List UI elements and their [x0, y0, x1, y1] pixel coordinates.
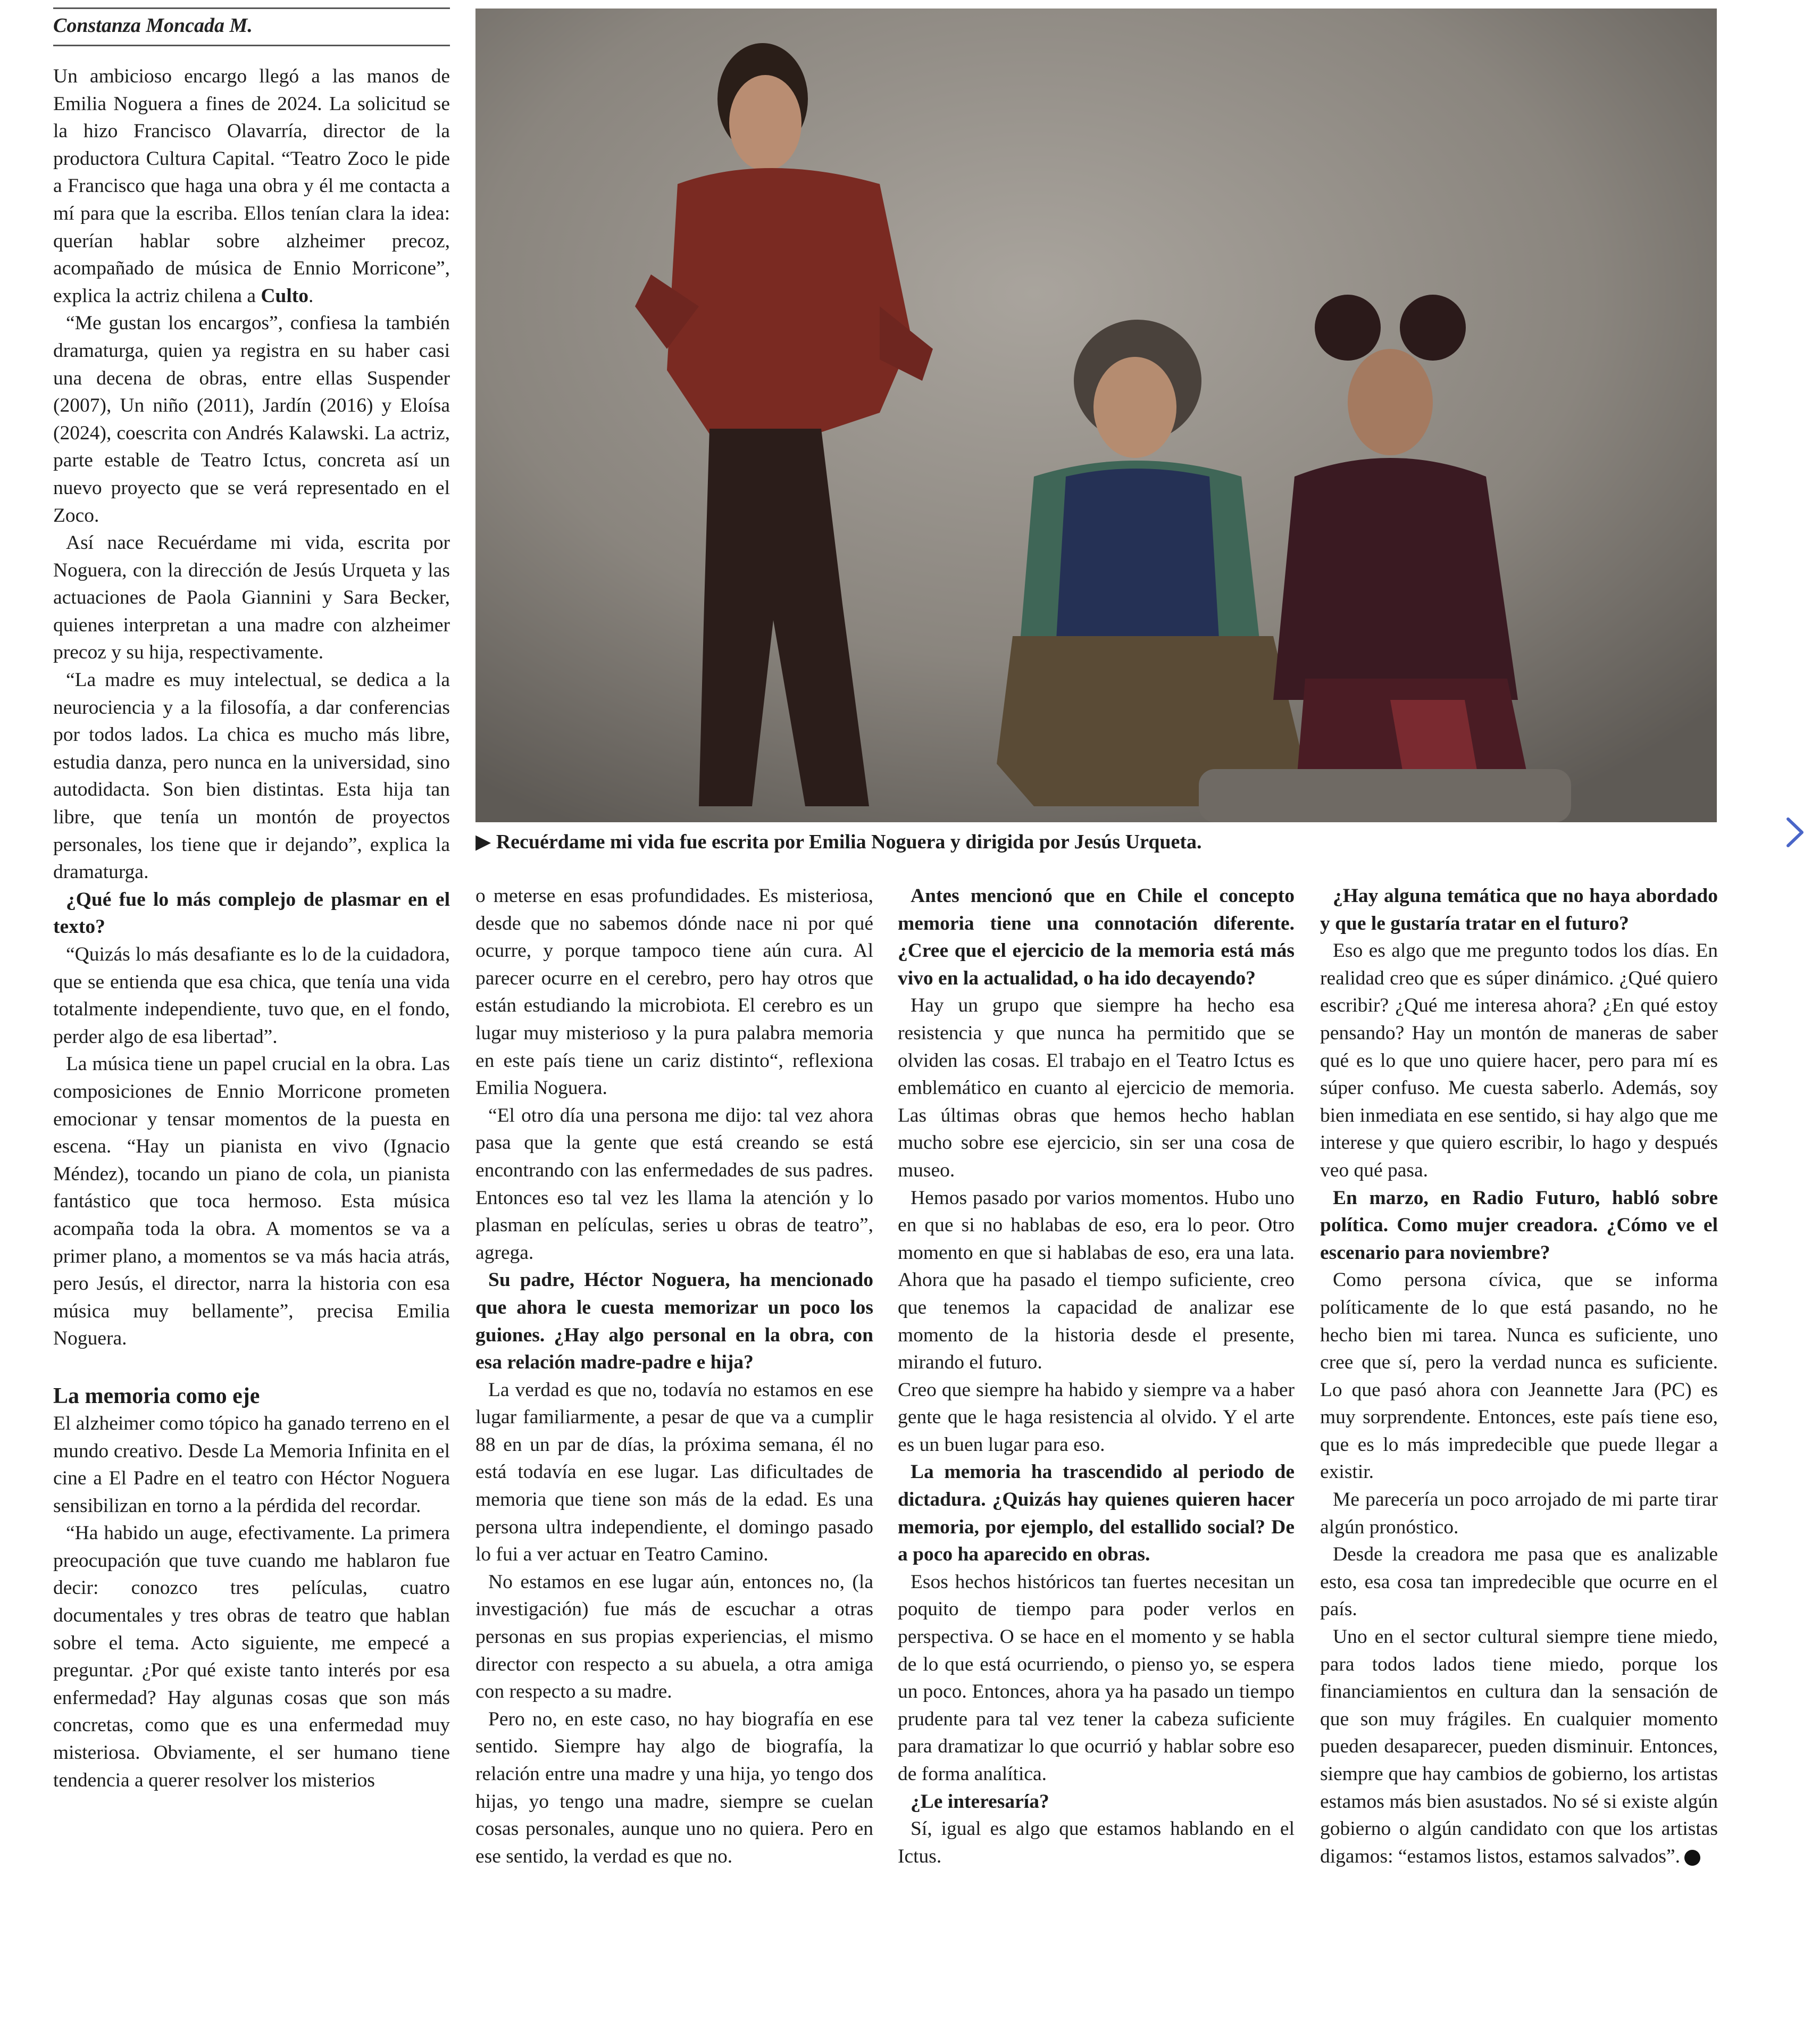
paragraph: Esos hechos históricos tan fuertes necesitan un poquito de tiempo para poder verlos en perspectiva. O se hace en el momento y se habla de lo que está ocurriendo, o pienso yo, se espera un poco. Entonces, ahora ya ha pasado un tiempo prudente para tal vez tener la cabeza suficiente para dramatizar lo que ocurrió y hablar sobre eso de forma analítica. — [898, 1571, 1295, 1785]
paragraph: Hay un grupo que siempre ha hecho esa resistencia y que nunca ha permitido que se olviden las cosas. El trabajo en el Teatro Ictus es emblemático en cuanto al ejercicio de memoria. Las últimas obras que hemos hecho hablan mucho sobre ese ejercicio, sin ser una cosa de museo. — [898, 995, 1295, 1181]
paragraph: o meterse en esas profundidades. Es misteriosa, desde que no sabemos dónde nace ni por qué ocurre, y porque tampoco tiene aún cura. Al parecer ocurre en el cerebro, pero hay otros que están estudiando la microbiota. El cerebro es un lugar muy misterioso y la pura palabra memoria en este país tiene un cariz distinto“, reflexiona Emilia Noguera. — [475, 885, 873, 1099]
paragraph: Pero no, en este caso, no hay biografía en ese sentido. Siempre hay algo de biografía, la relación entre una madre y una hija, yo tengo dos hijas, yo tengo una madre, siempre se cuelan cosas personales, aunque uno no quiera. Pero en ese sentido, la verdad es que no. — [475, 1708, 873, 1867]
paragraph: Sí, igual es algo que estamos hablando en el Ictus. — [898, 1818, 1295, 1867]
interview-question: La memoria ha trascendido al periodo de dictadura. ¿Quizás hay quienes quieren hacer memoria, por ejemplo, del estallido social? De a poco ha aparecido en obras. — [898, 1461, 1295, 1566]
end-mark-icon — [1684, 1850, 1700, 1866]
interview-question: En marzo, en Radio Futuro, habló sobre política. Como mujer creadora. ¿Cómo ve el escenario para noviembre? — [1320, 1187, 1718, 1264]
paragraph: Así nace Recuérdame mi vida, escrita por Noguera, con la dirección de Jesús Urqueta y las actuaciones de Paola Giannini y Sara Becker, quienes interpretan a una madre con alzheimer precoz y su hija, respectivamente. — [53, 532, 450, 664]
article-column-3 — [898, 882, 1295, 1870]
interview-question: Su padre, Héctor Noguera, ha mencionado que ahora le cuesta memorizar un poco los guiones. ¿Hay algo personal en la obra, con esa relación madre-padre e hija? — [475, 1269, 873, 1374]
paragraph: La verdad es que no, todavía no estamos en ese lugar familiarmente, a pesar de que va a cumplir 88 en un par de días, la próxima semana, él no está todavía en ese lugar. Las dificultades de memoria que tiene son más de la edad. Es una persona ultra independiente, el domingo pasado lo fui a ver actuar en Teatro Camino. — [475, 1379, 873, 1566]
paragraph: Como persona cívica, que se informa políticamente de lo que está pasando, no he hecho bien mi tarea. Nunca es suficiente, uno cree que sí, pero la verdad nunca es suficiente. Lo que pasó ahora con Jeannette Jara (PC) es muy sorprendente. Entonces, este país tiene eso, que es lo más impredecible que puede llegar a existir. — [1320, 1269, 1718, 1483]
byline-rule — [53, 45, 450, 46]
interview-question: ¿Hay alguna temática que no haya abordado y que le gustaría tratar en el futuro? — [1320, 885, 1718, 934]
paragraph: La música tiene un papel crucial en la obra. Las composiciones de Ennio Morricone prometen emocionar y tensar momentos de la puesta en escena. “Hay un pianista en vivo (Ignacio Méndez), tocando un piano de cola, un pianista fantástico que toca hermoso. Esta música acompaña toda la obra. A momentos se va a primer plano, a momentos se va más hacia atrás, pero Jesús, el director, narra la historia con esa música muy bellamente”, precisa Emilia Noguera. — [53, 1053, 450, 1350]
paragraph: Creo que siempre ha habido y siempre va a haber gente que le haga resistencia al olvido. Y el arte es un buen lugar para eso. — [898, 1379, 1295, 1456]
text-run: Un ambicioso encargo llegó a las manos de Emilia Noguera a fines de 2024. La solicitud se la hizo Francisco Olavarría, director de la productora Cultura Capital. “Teatro Zoco le pide a Francisco que haga una obra y él me contacta a mí para que la escriba. Ellos tenían clara la idea: querían hablar sobre alzheimer precoz, acompañado de música de Ennio Morricone”, explica la actriz chilena a — [53, 65, 450, 307]
text-run: Uno en el sector cultural siempre tiene miedo, para todos lados tiene miedo, porque los financiamientos en cultura dan la sensación de que son muy frágiles. En cualquier momento pueden desaparecer, pueden disminuir. Entonces, siempre que hay cambios de gobierno, los artistas estamos más bien asustados. No sé si existe algún gobierno o algún candidato con que los artistas digamos: “estamos listos, estamos salvados”. — [1320, 1626, 1718, 1867]
caption-text: Recuérdame mi vida fue escrita por Emilia Noguera y dirigida por Jesús Urqueta. — [496, 831, 1202, 853]
caption-marker-icon: ▶ — [475, 831, 491, 853]
text-run: . — [308, 285, 314, 307]
article-column-1 — [53, 63, 450, 1794]
paragraph — [53, 63, 450, 310]
paragraph: “Ha habido un auge, efectivamente. La primera preocupación que tuve cuando me hablaron fue decir: conozco tres películas, cuatro documentales y tres obras de teatro que hablan sobre el tema. Acto siguiente, me empecé a preguntar. ¿Por qué existe tanto interés por esa enfermedad? Hay algunas cosas que son más concretas, como que es una enfermedad muy misteriosa. Obviamente, el ser humano tiene tendencia a querer resolver los misterios — [53, 1522, 450, 1791]
top-rule — [53, 7, 450, 9]
paragraph: Hemos pasado por varios momentos. Hubo uno en que si no hablabas de eso, era lo peor. Otro momento en que si hablabas de eso, era una lata. Ahora que ha pasado el tiempo suficiente, creo que tenemos la capacidad de analizar ese momento de la historia desde el presente, mirando el futuro. — [898, 1187, 1295, 1374]
section-subhead: La memoria como eje — [53, 1383, 260, 1408]
paragraph: Desde la creadora me pasa que es analizable esto, esa cosa tan impredecible que ocurre en el país. — [1320, 1543, 1718, 1621]
paragraph — [1320, 1623, 1718, 1870]
paragraph: “La madre es muy intelectual, se dedica a la neurociencia y a la filosofía, a dar conferencias por todos lados. La chica es mucho más libre, estudia danza, pero nunca en la universidad, sino autodidacta. Son bien distintas. Esta hija tan libre, que tenía un montón de proyectos personales, los tiene que ir dejando”, explica la dramaturga. — [53, 669, 450, 883]
paragraph: “Me gustan los encargos”, confiesa la también dramaturga, quien ya registra en su haber casi una decena de obras, entre ellas Suspender (2007), Un niño (2011), Jardín (2016) y Eloísa (2024), coescrita con Andrés Kalawski. La actriz, parte estable de Teatro Ictus, concreta así un nuevo proyecto que se verá representado en el Zoco. — [53, 312, 450, 527]
article-column-4 — [1320, 882, 1718, 1870]
interview-question: ¿Le interesaría? — [911, 1790, 1049, 1813]
interview-question: ¿Qué fue lo más complejo de plasmar en el texto? — [53, 888, 450, 938]
paragraph: Eso es algo que me pregunto todos los días. En realidad creo que es súper dinámico. ¿Qué quiero escribir? ¿Qué me interesa ahora? ¿En qué estoy pensando? Hay un montón de maneras de saber qué es lo que uno quiere hacer, pero para mí es súper confuso. Me cuesta saberlo. Además, soy bien inmediata en ese sentido, si hay algo que me interese y que quiero escribir, lo hago y después veo qué pasa. — [1320, 940, 1718, 1181]
interview-question: Antes mencionó que en Chile el concepto memoria tiene una connotación diferente. ¿Cree que el ejercicio de la memoria está más vivo en la actualidad, o ha ido decayendo? — [898, 885, 1295, 989]
byline: Constanza Moncada M. — [53, 14, 253, 37]
paragraph: No estamos en ese lugar aún, entonces no, (la investigación) fue más de escuchar a otras personas en sus propias experiencias, el mismo director con respecto a su abuela, a otra amiga con respecto a su madre. — [475, 1571, 873, 1703]
article-photo — [475, 9, 1717, 822]
chevron-right-icon[interactable] — [1782, 814, 1808, 851]
publication-name: Culto — [261, 285, 308, 307]
paragraph: “Quizás lo más desafiante es lo de la cuidadora, que se entienda que esa chica, que tenía una vida totalmente independiente, tuvo que, en el fondo, perder algo de esa libertad”. — [53, 944, 450, 1048]
paragraph: “El otro día una persona me dijo: tal vez ahora pasa que la gente que está creando se está encontrando con las enfermedades de sus padres. Entonces eso tal vez les llama la atención y lo plasman en películas, series u obras de teatro”, agrega. — [475, 1104, 873, 1264]
paragraph: Me parecería un poco arrojado de mi parte tirar algún pronóstico. — [1320, 1489, 1718, 1538]
paragraph: El alzheimer como tópico ha ganado terreno en el mundo creativo. Desde La Memoria Infinita en el cine a El Padre en el teatro con Héctor Noguera sensibilizan en torno a la pérdida del recordar. — [53, 1412, 450, 1517]
photo-caption — [475, 829, 1717, 855]
article-column-2 — [475, 882, 873, 1870]
